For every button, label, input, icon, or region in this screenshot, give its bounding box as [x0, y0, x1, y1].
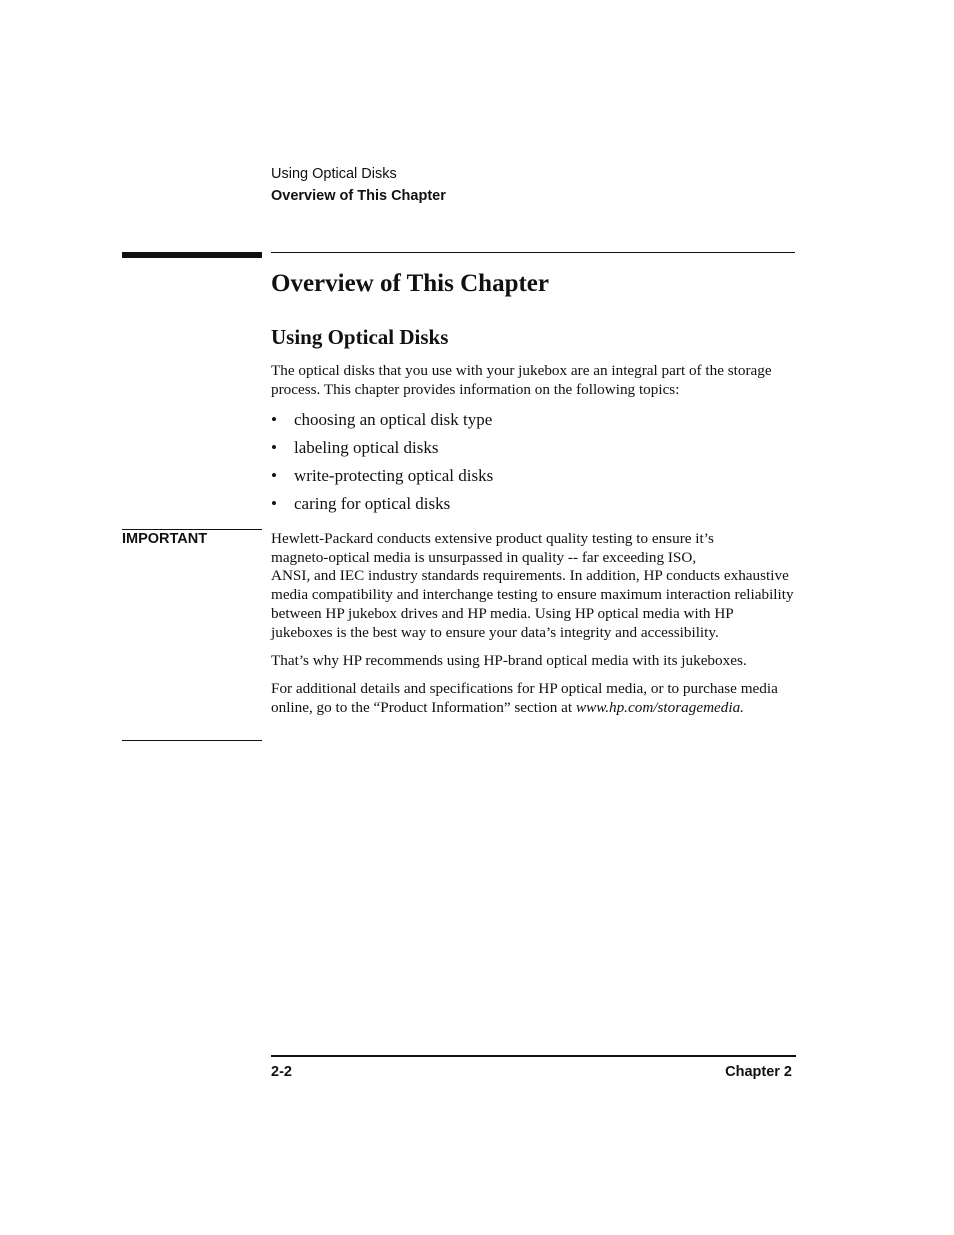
list-item: [271, 437, 493, 465]
list-item: [271, 493, 493, 521]
important-paragraph: [271, 530, 795, 642]
footer-rule-divider: [271, 1055, 796, 1057]
important-paragraph: That’s why HP recommends using HP-brand optical media with its jukeboxes.: [271, 651, 747, 669]
list-item-label: labeling optical disks: [294, 438, 439, 457]
bullet-icon: •: [271, 494, 277, 513]
hp-storagemedia-link[interactable]: www.hp.com/storagemedia.: [575, 698, 744, 716]
intro-paragraph: The optical disks that you use with your jukebox are an integral part of the storage process. This chapter provides information on the following topics:: [271, 362, 772, 398]
list-item: [271, 409, 493, 437]
list-item-label: choosing an optical disk type: [294, 410, 493, 429]
bullet-icon: •: [271, 438, 277, 457]
running-header-subtitle: Overview of This Chapter: [271, 188, 446, 204]
chapter-bar-divider: [122, 252, 262, 258]
important-bottom-divider: [122, 740, 262, 741]
running-header-title: Using Optical Disks: [271, 166, 397, 182]
footer-chapter: Chapter 2: [725, 1064, 792, 1080]
bullet-icon: •: [271, 410, 277, 429]
important-text: For additional details and specifications for HP optical media, or to purchase media online, go to the “Product Information” section at: [271, 679, 778, 716]
important-line: magneto-optical media is unsurpassed in quality -- far exceeding ISO,: [271, 548, 697, 566]
list-item: [271, 465, 493, 493]
important-line: Hewlett-Packard conducts extensive product quality testing to ensure it’s: [271, 530, 714, 547]
list-item-label: write-protecting optical disks: [294, 466, 494, 485]
topic-list: [271, 409, 493, 521]
page-number: 2-2: [271, 1064, 292, 1080]
important-top-divider: [122, 529, 262, 530]
important-note: [271, 530, 795, 727]
important-paragraph: [271, 680, 795, 717]
important-label: IMPORTANT: [122, 531, 208, 547]
chapter-rule-divider: [271, 252, 795, 253]
chapter-title: Overview of This Chapter: [271, 270, 549, 297]
section-title: Using Optical Disks: [271, 325, 449, 349]
important-line: ANSI, and IEC industry standards requirements. In addition, HP conducts exhaustive media compatibility and interchange testing to ensure maximum interaction reliability between HP jukebox drives and HP media. Using HP optical media with HP jukeboxes is the best way to ensure your data’s integrity and accessibility.: [271, 567, 794, 641]
list-item-label: caring for optical disks: [294, 494, 451, 513]
bullet-icon: •: [271, 466, 277, 485]
